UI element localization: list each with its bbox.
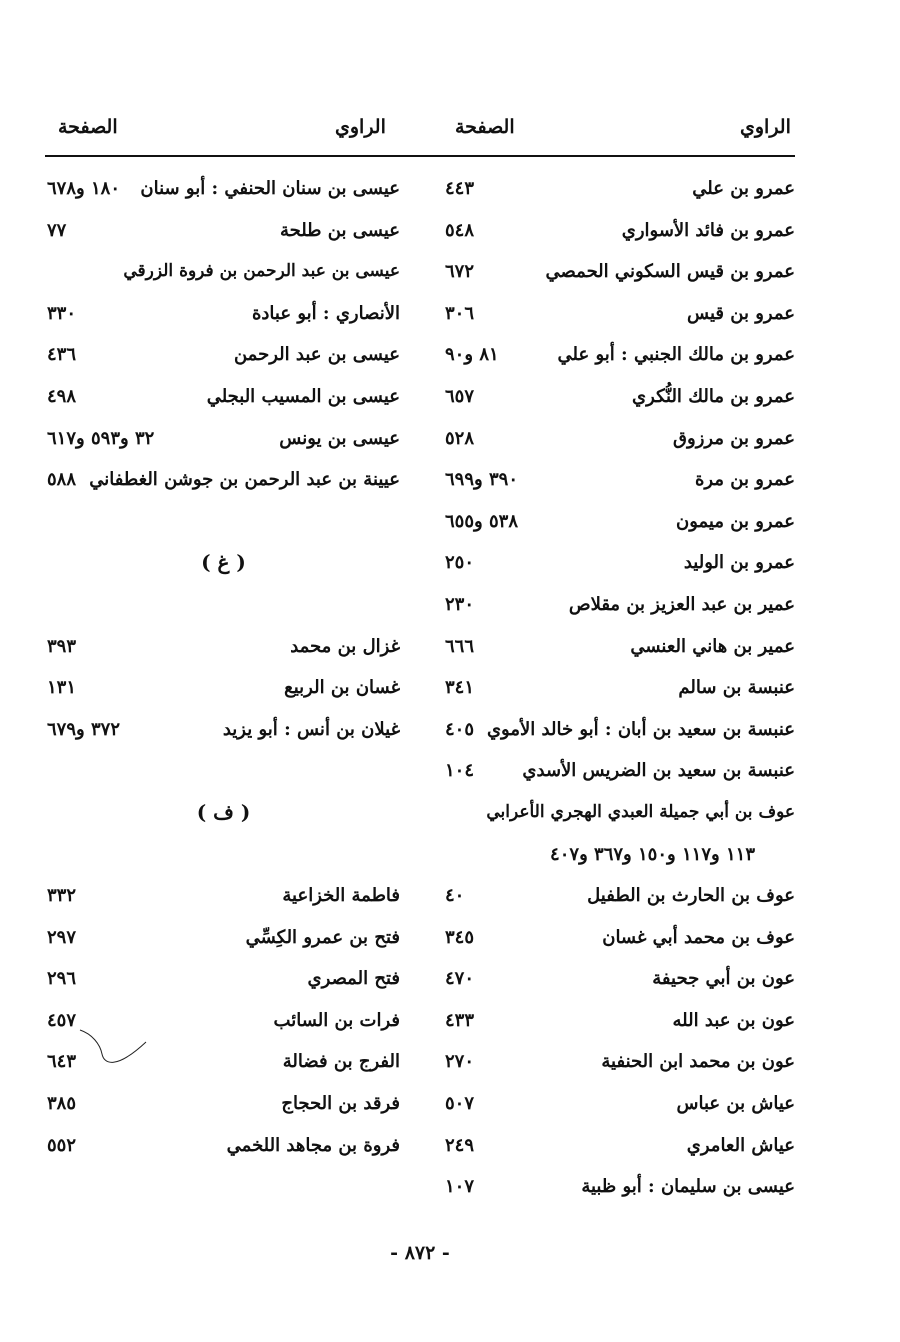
narrator-name: فروة بن مجاهد اللخمي bbox=[226, 1134, 400, 1156]
section-heading bbox=[47, 834, 400, 876]
page-numbers: ٢٣٠ bbox=[445, 593, 475, 615]
narrator-name: عون بن محمد ابن الحنفية bbox=[601, 1051, 795, 1073]
page-numbers: ٥٣٨ و٦٥٥ bbox=[445, 510, 518, 532]
index-entry bbox=[445, 958, 795, 1000]
index-entry bbox=[47, 334, 400, 376]
narrator-name: فرات بن السائب bbox=[273, 1009, 400, 1031]
page-numbers: ٣٩٠ و٦٩٩ bbox=[445, 469, 518, 491]
narrator-name: غسان بن الربيع bbox=[284, 677, 400, 699]
header-divider bbox=[45, 155, 795, 157]
index-entry bbox=[445, 459, 795, 501]
narrator-name: عمير بن هاني العنسي bbox=[630, 635, 795, 657]
page-numbers: ٦٤٣ bbox=[47, 1051, 77, 1073]
page-numbers: ١٠٧ bbox=[445, 1176, 475, 1198]
page-numbers: ٣٤١ bbox=[445, 677, 475, 699]
narrator-name: الفرج بن فضالة bbox=[282, 1051, 400, 1073]
index-entry bbox=[445, 750, 795, 792]
page-numbers: ٤٠ bbox=[445, 885, 465, 907]
header-narrator-right: الراوي bbox=[740, 116, 791, 138]
index-entry bbox=[445, 251, 795, 293]
index-entry bbox=[445, 1041, 795, 1083]
index-entry bbox=[47, 626, 400, 668]
page-numbers: ٥٠٧ bbox=[445, 1093, 475, 1115]
narrator-name: عنبسة بن سالم bbox=[678, 677, 795, 699]
index-entry bbox=[445, 667, 795, 709]
narrator-name: عيسى بن المسيب البجلي bbox=[206, 385, 400, 407]
page-numbers: ٣٨٥ bbox=[47, 1093, 77, 1115]
index-entry bbox=[445, 1125, 795, 1167]
narrator-name: عمرو بن ميمون bbox=[675, 510, 795, 532]
index-entry bbox=[47, 459, 400, 501]
index-entry bbox=[445, 626, 795, 668]
index-entry bbox=[47, 376, 400, 418]
right-column bbox=[445, 168, 795, 1208]
section-heading bbox=[47, 584, 400, 626]
narrator-name: عون بن عبد الله bbox=[672, 1009, 795, 1031]
index-entry bbox=[47, 958, 400, 1000]
narrator-name: عمرو بن قيس bbox=[687, 302, 795, 324]
page-numbers: ٢٩٧ bbox=[47, 926, 77, 948]
narrator-name: عيينة بن عبد الرحمن بن جوشن الغطفاني bbox=[89, 469, 400, 491]
index-entry bbox=[47, 168, 400, 210]
narrator-name: الأنصاري : أبو عبادة bbox=[251, 302, 400, 324]
narrator-name: عوف بن أبي جميلة العبدي الهجري الأعرابي bbox=[486, 801, 795, 822]
index-entry bbox=[445, 542, 795, 584]
index-entry bbox=[47, 709, 400, 751]
page-numbers: ١٠٤ bbox=[445, 760, 475, 782]
index-entry bbox=[445, 293, 795, 335]
page-numbers: ١١٣ و١١٧ و١٥٠ و٣٦٧ و٤٠٧ bbox=[550, 843, 755, 865]
index-entry bbox=[445, 584, 795, 626]
page-numbers: ٢٧٠ bbox=[445, 1051, 475, 1073]
index-entry bbox=[445, 1000, 795, 1042]
page-numbers: ٥٥٢ bbox=[47, 1134, 77, 1156]
index-entry bbox=[47, 667, 400, 709]
narrator-name: عيسى بن سنان الحنفي : أبو سنان bbox=[140, 178, 400, 199]
index-entry bbox=[47, 875, 400, 917]
narrator-name: عمير بن عبد العزيز بن مقلاص bbox=[568, 593, 795, 615]
page-numbers: ٥٨٨ bbox=[47, 469, 77, 491]
header-page-right: الصفحة bbox=[455, 116, 515, 138]
page-numbers: ٤٣٦ bbox=[47, 344, 77, 366]
page-numbers: ٤٩٨ bbox=[47, 385, 77, 407]
page-numbers: ٣٧٢ و٦٧٩ bbox=[47, 718, 120, 740]
page-numbers: ٦٧٢ bbox=[445, 261, 475, 283]
section-heading bbox=[47, 750, 400, 792]
page-number: - ٨٧٢ - bbox=[390, 1242, 450, 1264]
narrator-name: فتح المصري bbox=[307, 968, 400, 990]
narrator-name: عمرو بن الوليد bbox=[683, 552, 795, 574]
narrator-name: فرقد بن الحجاج bbox=[281, 1093, 400, 1115]
index-entry bbox=[445, 501, 795, 543]
page-numbers: ٣٣٢ bbox=[47, 885, 77, 907]
narrator-name: عمرو بن قيس السكوني الحمصي bbox=[545, 261, 795, 283]
page-numbers: ٣٤٥ bbox=[445, 926, 475, 948]
section-heading: ( ف ) bbox=[196, 799, 251, 824]
narrator-name: عيسى بن يونس bbox=[279, 427, 400, 449]
index-entry bbox=[47, 1083, 400, 1125]
page-numbers: ٦٥٧ bbox=[445, 385, 475, 407]
narrator-name: عنبسة بن سعيد بن الضريس الأسدي bbox=[522, 760, 795, 782]
narrator-name: عنبسة بن سعيد بن أبان : أبو خالد الأموي bbox=[486, 718, 795, 740]
index-entry bbox=[47, 210, 400, 252]
narrator-name: عمرو بن فائد الأسواري bbox=[621, 219, 795, 241]
narrator-name: عيسى بن طلحة bbox=[279, 219, 400, 241]
narrator-name: عيسى بن سليمان : أبو ظبية bbox=[581, 1176, 795, 1198]
page-numbers: ١٨٠ و٦٧٨ bbox=[47, 178, 120, 199]
index-entry bbox=[445, 1166, 795, 1208]
page-numbers: ٤٤٣ bbox=[445, 178, 475, 199]
index-entry bbox=[445, 418, 795, 460]
page-numbers: ٤٣٣ bbox=[445, 1009, 475, 1031]
page-numbers: ٣٠٦ bbox=[445, 302, 475, 324]
index-entry bbox=[47, 917, 400, 959]
page-numbers: ٨١ و٩٠ bbox=[445, 344, 499, 366]
page-numbers: ٢٩٦ bbox=[47, 968, 77, 990]
page-numbers: ٤٥٧ bbox=[47, 1009, 77, 1031]
page-numbers: ٤٧٠ bbox=[445, 968, 475, 990]
page-numbers: ٥٢٨ bbox=[445, 427, 475, 449]
page-numbers: ٣٢ و٥٩٣ و٦١٧ bbox=[47, 427, 155, 449]
narrator-name: عوف بن محمد أبي غسان bbox=[602, 926, 795, 948]
index-entry bbox=[445, 210, 795, 252]
page-numbers: ٥٤٨ bbox=[445, 219, 475, 241]
index-entry-continuation bbox=[445, 834, 795, 876]
index-entry bbox=[445, 334, 795, 376]
narrator-name: فاطمة الخزاعية bbox=[282, 885, 400, 907]
page-numbers: ٢٥٠ bbox=[445, 552, 475, 574]
narrator-name: عوف بن الحارث بن الطفيل bbox=[587, 885, 795, 907]
narrator-name: عمرو بن مالك الجنبي : أبو علي bbox=[557, 344, 795, 366]
page-numbers: ٣٣٠ bbox=[47, 302, 77, 324]
page-numbers: ٧٧ bbox=[47, 219, 67, 241]
page-numbers: ١٣١ bbox=[47, 677, 77, 699]
narrator-name: عون بن أبي جحيفة bbox=[652, 968, 795, 990]
index-entry bbox=[445, 376, 795, 418]
index-entry bbox=[47, 418, 400, 460]
section-heading: ( غ ) bbox=[201, 550, 246, 575]
narrator-name: غيلان بن أنس : أبو يزيد bbox=[222, 718, 400, 740]
page-numbers: ٢٤٩ bbox=[445, 1134, 475, 1156]
narrator-name: عيسى بن عبد الرحمن بن فروة الزرقي bbox=[123, 261, 400, 282]
narrator-name: عمرو بن مرزوق bbox=[673, 427, 795, 449]
narrator-name: عمرو بن مالك النُّكري bbox=[632, 385, 795, 407]
index-entry bbox=[445, 792, 795, 834]
narrator-name: عيسى بن عبد الرحمن bbox=[233, 344, 400, 366]
index-entry bbox=[47, 293, 400, 335]
narrator-name: غزال بن محمد bbox=[290, 635, 400, 657]
page-numbers: ٣٩٣ bbox=[47, 635, 77, 657]
index-entry bbox=[445, 1083, 795, 1125]
narrator-name: عمرو بن مرة bbox=[694, 469, 795, 491]
header-page-left: الصفحة bbox=[58, 116, 118, 138]
page-numbers: ٤٠٥ bbox=[445, 718, 475, 740]
index-entry bbox=[445, 917, 795, 959]
pen-mark-icon bbox=[70, 1020, 150, 1080]
narrator-name: فتح بن عمرو الكِسِّي bbox=[245, 926, 400, 948]
index-entry bbox=[445, 709, 795, 751]
narrator-name: عياش بن عباس bbox=[676, 1093, 795, 1115]
header-narrator-left: الراوي bbox=[335, 116, 386, 138]
section-heading bbox=[47, 501, 400, 543]
left-column bbox=[47, 168, 400, 1166]
index-entry bbox=[47, 251, 400, 293]
narrator-name: عياش العامري bbox=[686, 1134, 795, 1156]
index-entry bbox=[445, 875, 795, 917]
index-entry bbox=[445, 168, 795, 210]
page-numbers: ٦٦٦ bbox=[445, 635, 475, 657]
narrator-name: عمرو بن علي bbox=[692, 178, 795, 199]
index-entry bbox=[47, 1125, 400, 1167]
